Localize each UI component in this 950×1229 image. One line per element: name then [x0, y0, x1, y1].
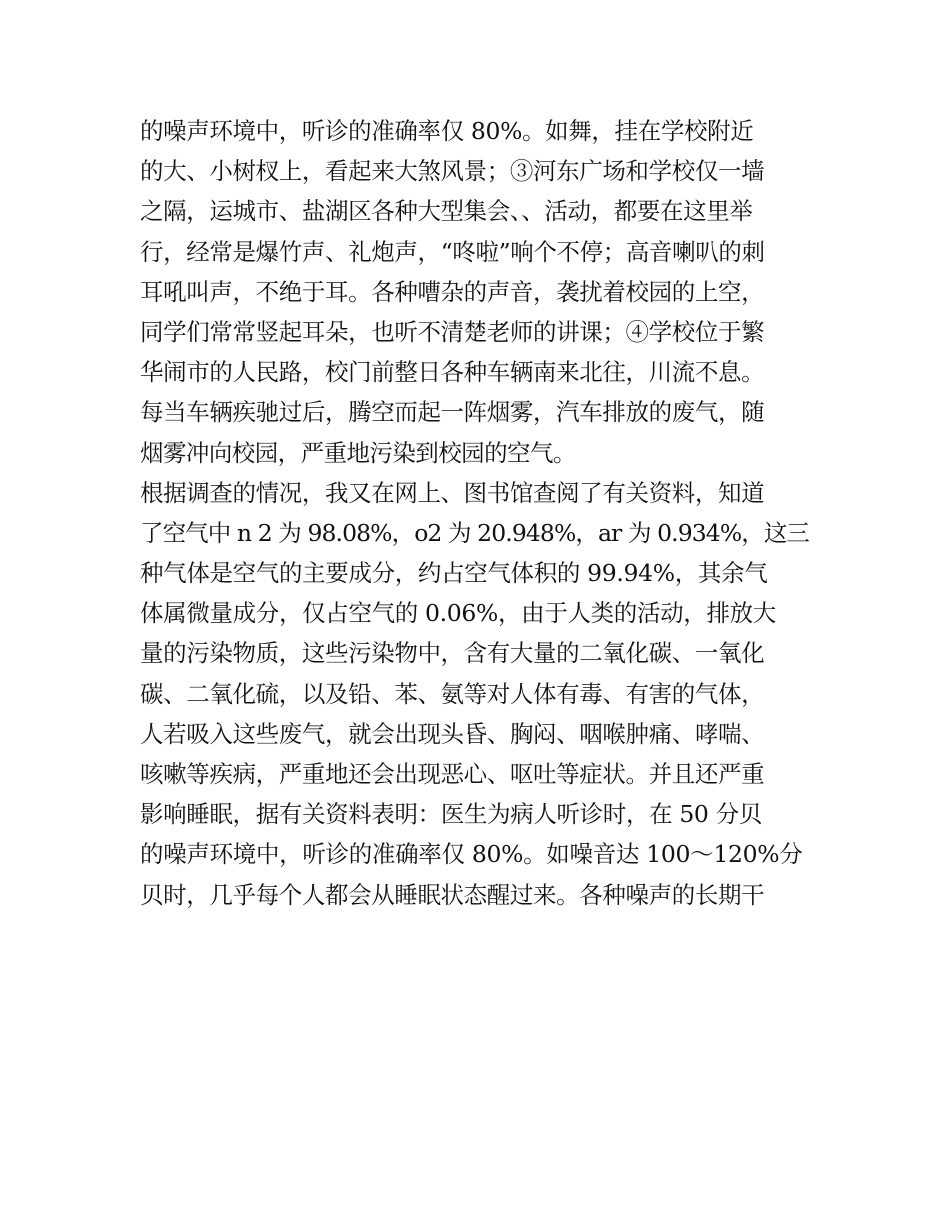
text-line: 了空气中 n 2 为 98.08%，o2 为 20.948%，ar 为 0.934%，这三	[140, 518, 810, 547]
text-line: 烟雾冲向校园，严重地污染到校园的空气。	[140, 438, 576, 467]
text-line: 的噪声环境中，听诊的准确率仅 80%。如舞，挂在学校附近	[140, 117, 754, 145]
text-line: 碳、二氧化硫，以及铅、苯、氨等对人体有毒、有害的气体，	[140, 679, 765, 708]
text-line: 人若吸入这些废气，就会出现头昏、胸闷、咽喉肿痛、哮喘、	[140, 719, 765, 748]
text-line: 贝时，几乎每个人都会从睡眠状态醒过来。各种噪声的长期干	[140, 880, 765, 909]
text-line: 量的污染物质，这些污染物中，含有大量的二氧化碳、一氧化	[140, 639, 765, 668]
text-line: 根据调查的情况，我又在网上、图书馆查阅了有关资料，知道	[140, 478, 765, 507]
text-line: 种气体是空气的主要成分，约占空气体积的 99.94%，其余气	[140, 559, 768, 588]
text-line: 同学们常常竖起耳朵，也听不清楚老师的讲课；④学校位于繁	[140, 317, 765, 346]
text-line: 华闹市的人民路，校门前整日各种车辆南来北往，川流不息。	[140, 358, 765, 387]
text-line: 耳吼叫声，不绝于耳。各种嘈杂的声音，袭扰着校园的上空，	[140, 277, 765, 306]
text-line: 影响睡眠，据有关资料表明：医生为病人听诊时，在 50 分贝	[140, 800, 762, 829]
text-line: 之隔，运城市、盐湖区各种大型集会、、活动，都要在这里举	[140, 197, 753, 226]
document-body	[140, 111, 820, 915]
text-line: 的大、小树杈上，看起来大煞风景；③河东广场和学校仅一墙	[140, 157, 765, 186]
text-line: 的噪声环境中，听诊的准确率仅 80%。如噪音达 100～120%分	[140, 840, 803, 869]
text-line: 行，经常是爆竹声、礼炮声，“咚啦”响个不停；高音喇叭的刺	[140, 237, 765, 266]
text-line: 每当车辆疾驰过后，腾空而起一阵烟雾，汽车排放的废气，随	[140, 398, 765, 427]
text-line: 体属微量成分，仅占空气的 0.06%，由于人类的活动，排放大	[140, 599, 776, 628]
text-line: 咳嗽等疾病，严重地还会出现恶心、呕吐等症状。并且还严重	[140, 760, 765, 788]
